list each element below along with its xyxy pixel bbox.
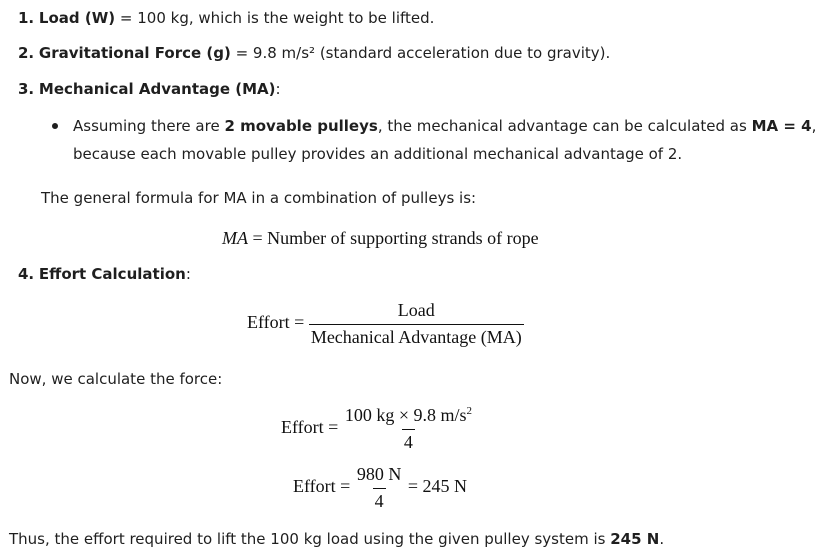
fraction-numerator	[343, 405, 474, 429]
bullet-dot	[52, 123, 58, 129]
bullet-line-1	[73, 116, 816, 136]
fraction-numerator: Load	[397, 300, 435, 320]
equation-effort-substituted	[281, 405, 474, 453]
item-label: Effort Calculation	[38, 265, 186, 283]
bullet-bold-ma: MA = 4	[751, 117, 812, 135]
item-text: :	[275, 80, 281, 98]
list-item-3	[18, 79, 281, 99]
item-number: 1.	[18, 9, 35, 27]
equation-ma	[222, 228, 539, 249]
fraction	[309, 300, 524, 348]
eq-sign: =	[340, 476, 351, 497]
bullet-text: , the mechanical advantage can be calculated as	[377, 117, 752, 135]
conclusion-body: Thus, the effort required to lift the 100 kg load using the given pulley system is	[9, 530, 611, 548]
item-number: 4.	[18, 265, 35, 283]
item-text: = 100 kg, which is the weight to be lifted.	[115, 9, 435, 27]
eq-lhs: Effort	[247, 312, 290, 333]
fraction-denominator: Mechanical Advantage (MA)	[309, 324, 524, 348]
fraction-denominator: 4	[402, 429, 415, 453]
fraction-numerator: 980 N	[356, 464, 402, 484]
item-text: :	[185, 265, 191, 283]
equation-effort-formula	[247, 300, 524, 348]
fraction	[343, 405, 474, 453]
item-label: Mechanical Advantage (MA)	[38, 80, 276, 98]
eq-lhs: Effort	[293, 476, 336, 497]
item-number: 3.	[18, 80, 35, 98]
numerator-exponent: 2	[466, 405, 472, 417]
general-formula-text: The general formula for MA in a combination of pulleys is:	[41, 189, 477, 207]
item-number: 2.	[18, 44, 35, 62]
bullet-text: ,	[811, 117, 816, 135]
fraction	[355, 464, 404, 512]
eq-sign: =	[248, 228, 268, 248]
conclusion-text	[9, 529, 664, 549]
list-item-2	[18, 43, 610, 63]
conclusion-answer: 245 N	[610, 530, 660, 548]
item-label: Gravitational Force (g)	[38, 44, 231, 62]
item-text: = 9.8 m/s² (standard acceleration due to gravity).	[230, 44, 611, 62]
numerator-text: 100 kg × 9.8 m/s	[344, 405, 467, 425]
equation-effort-result	[293, 464, 467, 512]
bullet-bold-pulleys: 2 movable pulleys	[224, 117, 378, 135]
bullet-line-2: because each movable pulley provides an additional mechanical advantage of 2.	[73, 145, 683, 163]
eq-lhs: Effort	[281, 417, 324, 438]
bullet-text: Assuming there are	[73, 117, 225, 135]
now-text: Now, we calculate the force:	[9, 370, 223, 388]
item-label: Load (W)	[38, 9, 116, 27]
list-item-1	[18, 8, 434, 28]
eq-sign: =	[328, 417, 339, 438]
fraction-denominator: 4	[373, 488, 386, 512]
eq-sign: =	[294, 312, 305, 333]
list-item-4	[18, 264, 191, 284]
eq-lhs: MA	[222, 228, 248, 248]
eq-result: = 245 N	[407, 476, 467, 497]
eq-rhs: Number of supporting strands of rope	[267, 228, 539, 248]
conclusion-period: .	[659, 530, 665, 548]
